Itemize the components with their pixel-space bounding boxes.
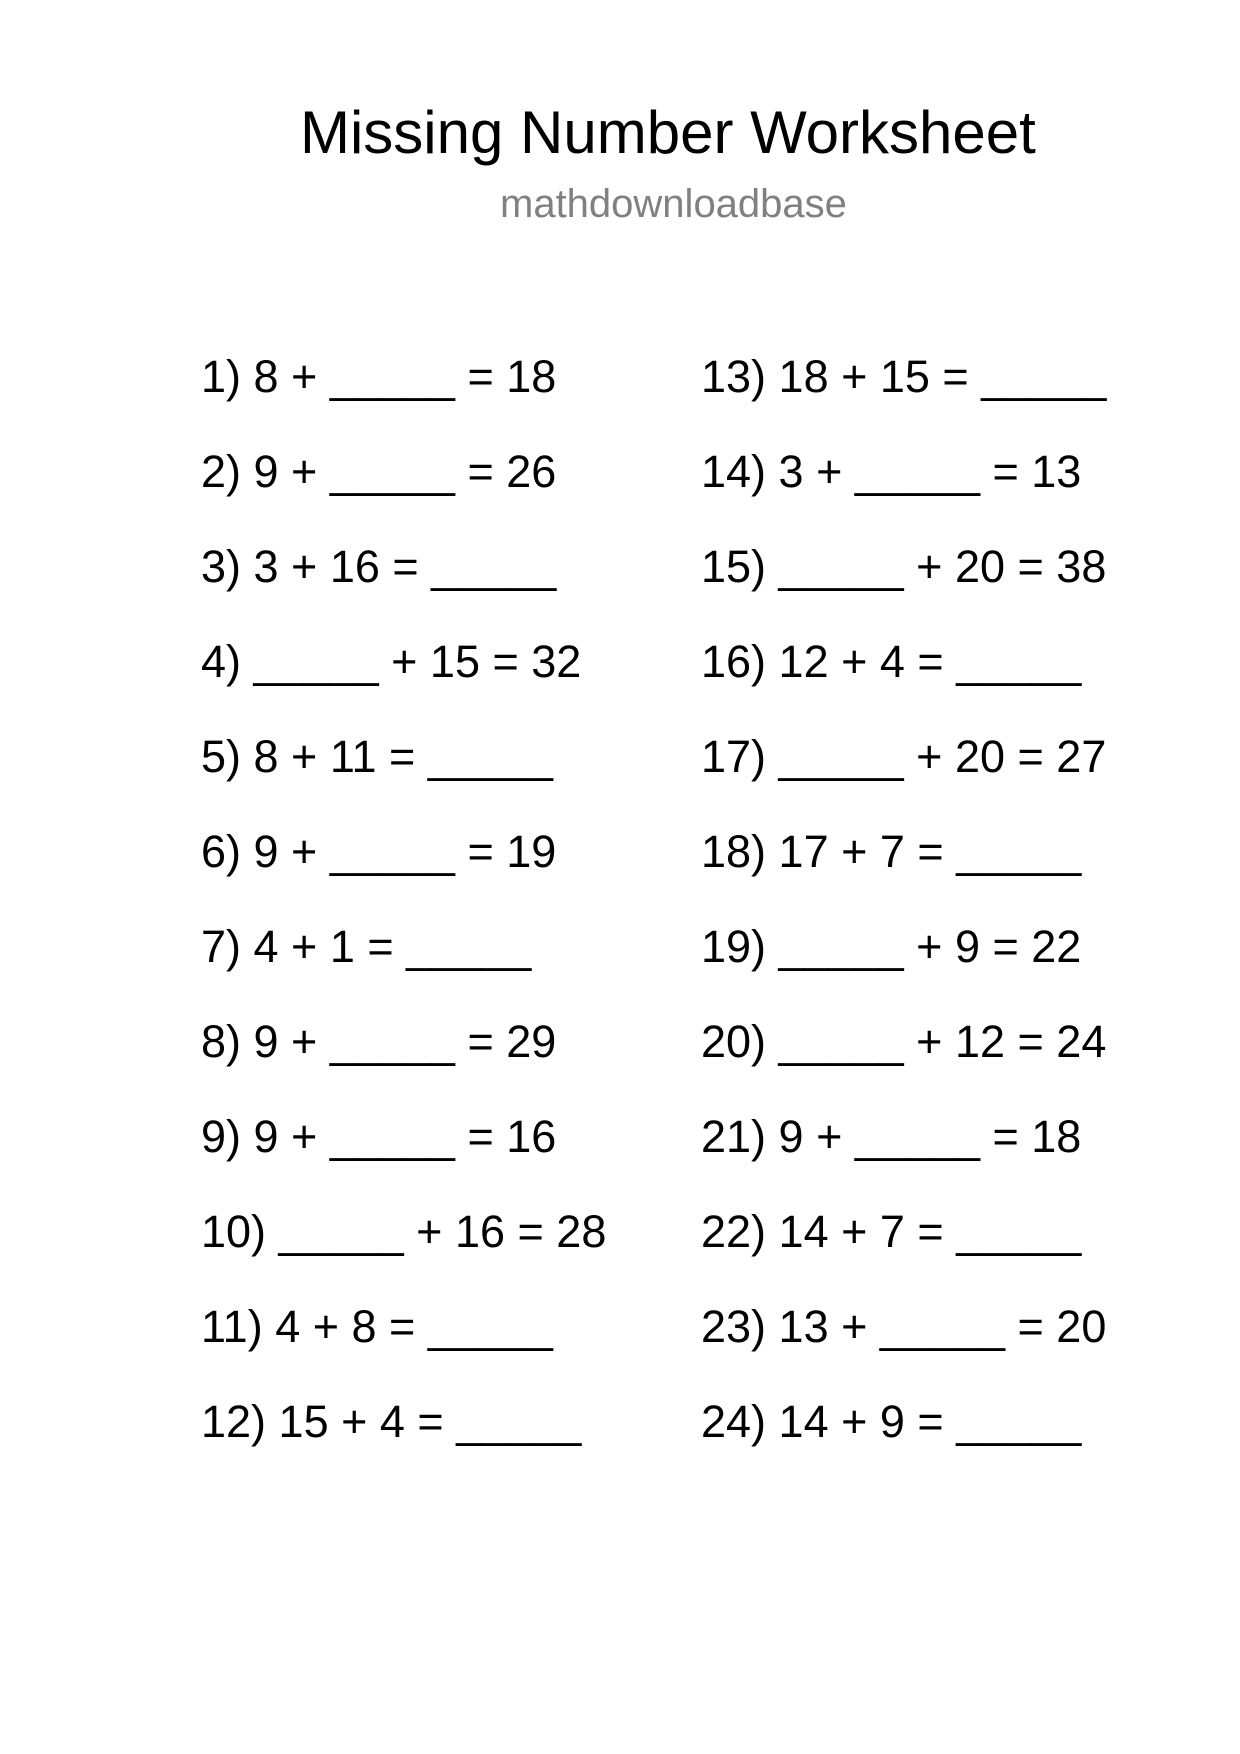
problem-20: 20) _____ + 12 = 24: [701, 1016, 1107, 1067]
problem-22: 22) 14 + 7 = _____: [701, 1206, 1082, 1257]
problem-23: 23) 13 + _____ = 20: [701, 1301, 1107, 1352]
problem-15: 15) _____ + 20 = 38: [701, 541, 1107, 592]
problem-19: 19) _____ + 9 = 22: [701, 921, 1082, 972]
problem-1: 1) 8 + _____ = 18: [201, 351, 557, 402]
problem-13: 13) 18 + 15 = _____: [701, 351, 1107, 402]
problem-21: 21) 9 + _____ = 18: [701, 1111, 1082, 1162]
problem-10: 10) _____ + 16 = 28: [201, 1206, 607, 1257]
problem-4: 4) _____ + 15 = 32: [201, 636, 582, 687]
problem-12: 12) 15 + 4 = _____: [201, 1396, 582, 1447]
problem-2: 2) 9 + _____ = 26: [201, 446, 557, 497]
problem-14: 14) 3 + _____ = 13: [701, 446, 1082, 497]
problem-17: 17) _____ + 20 = 27: [701, 731, 1107, 782]
problem-5: 5) 8 + 11 = _____: [201, 731, 553, 782]
problem-6: 6) 9 + _____ = 19: [201, 826, 557, 877]
problem-8: 8) 9 + _____ = 29: [201, 1016, 557, 1067]
problem-11: 11) 4 + 8 = _____: [201, 1301, 553, 1352]
worksheet-subtitle: mathdownloadbase: [500, 182, 847, 226]
problem-7: 7) 4 + 1 = _____: [201, 921, 532, 972]
problem-3: 3) 3 + 16 = _____: [201, 541, 557, 592]
problem-18: 18) 17 + 7 = _____: [701, 826, 1082, 877]
problem-column-right: [701, 351, 1106, 1491]
problem-24: 24) 14 + 9 = _____: [701, 1396, 1082, 1447]
problem-column-left: [201, 351, 606, 1491]
problem-9: 9) 9 + _____ = 16: [201, 1111, 557, 1162]
problem-16: 16) 12 + 4 = _____: [701, 636, 1082, 687]
worksheet-title: Missing Number Worksheet: [300, 99, 1036, 166]
